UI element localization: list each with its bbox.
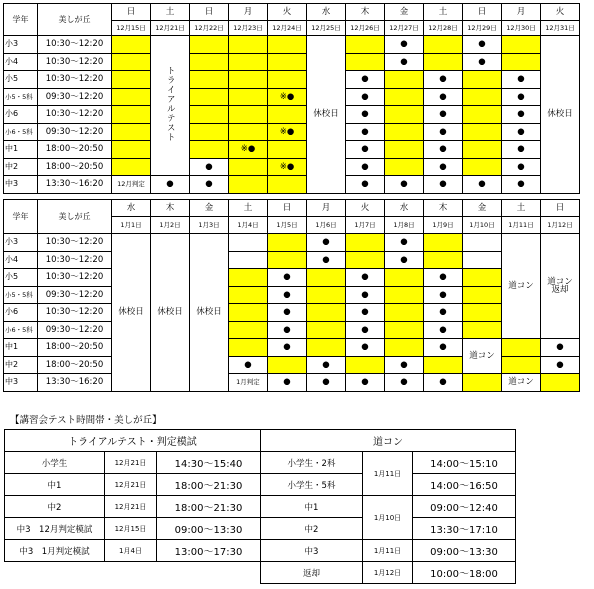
class-dot: ● — [502, 141, 541, 159]
class-day-cell — [190, 106, 229, 124]
dokon-cell: 道コン — [463, 339, 502, 374]
test-date: 1月12日 — [363, 562, 413, 584]
test-mark: ※● — [268, 88, 307, 106]
grade-label: 小5 — [4, 71, 38, 89]
class-dot: ● — [307, 374, 346, 392]
class-dot: ● — [463, 53, 502, 71]
weekday-header: 日 — [112, 4, 151, 21]
grade-label: 小6 — [4, 106, 38, 124]
test-date: 12月21日 — [105, 452, 157, 474]
date-header: 1月3日 — [190, 217, 229, 234]
test-time: 09:00～13:30 — [157, 518, 261, 540]
class-day-cell — [112, 88, 151, 106]
class-day-cell — [229, 123, 268, 141]
grade-label: 中2 — [4, 356, 38, 374]
grade-label: 中3 — [4, 374, 38, 392]
december-schedule-table — [3, 3, 580, 194]
class-dot: ● — [346, 374, 385, 392]
class-dot: ● — [424, 88, 463, 106]
class-day-cell — [112, 141, 151, 159]
date-header: 12月31日 — [541, 21, 580, 36]
test-date: 1月11日 — [363, 452, 413, 496]
class-day-cell — [385, 88, 424, 106]
class-day-cell — [112, 53, 151, 71]
trial-test-label: トライアルテスト — [165, 66, 176, 143]
holiday-cell: 休校日 — [112, 234, 151, 392]
weekday-header: 木 — [346, 4, 385, 21]
class-day-cell — [463, 106, 502, 124]
class-day-cell — [307, 321, 346, 339]
weekday-header: 金 — [463, 200, 502, 217]
test-mark: ※● — [268, 158, 307, 176]
grade-label: 中2 — [4, 158, 38, 176]
class-dot: ● — [346, 141, 385, 159]
class-dot: ● — [463, 36, 502, 54]
class-dot: ● — [346, 123, 385, 141]
class-dot: ● — [268, 374, 307, 392]
weekday-header: 日 — [541, 200, 580, 217]
class-day-cell — [229, 286, 268, 304]
class-day-cell — [268, 176, 307, 194]
hantei-test-cell: 1月判定 — [229, 374, 268, 392]
date-header: 1月11日 — [502, 217, 541, 234]
test-row-label: 小学生・2科 — [261, 452, 363, 474]
date-header: 1月10日 — [463, 217, 502, 234]
class-day-cell — [463, 321, 502, 339]
test-row-label: 中3 12月判定模試 — [5, 518, 105, 540]
test-time: 18:00～21:30 — [157, 474, 261, 496]
weekday-header: 金 — [385, 4, 424, 21]
class-day-cell — [385, 339, 424, 357]
time-slot: 09:30～12:20 — [38, 321, 112, 339]
class-dot: ● — [346, 158, 385, 176]
class-dot: ● — [346, 269, 385, 287]
dokon-return-cell — [541, 234, 580, 339]
grade-label: 小3 — [4, 234, 38, 252]
class-dot: ● — [502, 176, 541, 194]
empty-cell — [463, 234, 502, 252]
class-day-cell — [346, 356, 385, 374]
class-day-cell — [424, 356, 463, 374]
class-day-cell — [502, 339, 541, 357]
weekday-header: 土 — [424, 4, 463, 21]
time-slot: 13:30～16:20 — [38, 374, 112, 392]
class-dot: ● — [541, 356, 580, 374]
class-dot: ● — [385, 53, 424, 71]
weekday-header: 木 — [151, 200, 190, 217]
class-day-cell — [385, 304, 424, 322]
weekday-header: 火 — [541, 4, 580, 21]
class-day-cell — [268, 141, 307, 159]
class-day-cell — [346, 251, 385, 269]
test-date: 12月21日 — [105, 496, 157, 518]
test-time: 14:30～15:40 — [157, 452, 261, 474]
time-slot: 10:30～12:20 — [38, 304, 112, 322]
empty-cell — [229, 251, 268, 269]
test-date: 12月15日 — [105, 518, 157, 540]
weekday-header: 土 — [502, 200, 541, 217]
weekday-header: 火 — [268, 4, 307, 21]
test-row-label: 小学生 — [5, 452, 105, 474]
class-day-cell — [307, 339, 346, 357]
grade-header: 学年 — [4, 4, 38, 36]
weekday-header: 月 — [229, 4, 268, 21]
class-dot: ● — [424, 304, 463, 322]
holiday-cell: 休校日 — [190, 234, 229, 392]
class-dot: ● — [463, 176, 502, 194]
class-day-cell — [307, 286, 346, 304]
class-dot: ● — [385, 356, 424, 374]
date-header: 1月7日 — [346, 217, 385, 234]
date-header: 12月26日 — [346, 21, 385, 36]
test-time: 10:00～18:00 — [413, 562, 516, 584]
grade-label: 小3 — [4, 36, 38, 54]
date-header: 1月9日 — [424, 217, 463, 234]
class-dot: ● — [502, 158, 541, 176]
weekday-header: 水 — [112, 200, 151, 217]
weekday-header: 土 — [151, 4, 190, 21]
grade-header: 学年 — [4, 200, 38, 234]
holiday-cell: 休校日 — [307, 36, 346, 194]
class-dot: ● — [346, 106, 385, 124]
date-header: 12月15日 — [112, 21, 151, 36]
class-dot: ● — [346, 176, 385, 194]
date-header: 12月25日 — [307, 21, 346, 36]
grade-label: 中1 — [4, 141, 38, 159]
class-dot: ● — [424, 106, 463, 124]
test-row-label: 中1 — [5, 474, 105, 496]
weekday-header: 火 — [346, 200, 385, 217]
date-header: 12月21日 — [151, 21, 190, 36]
class-day-cell — [268, 106, 307, 124]
grade-label: 小5・5科 — [4, 286, 38, 304]
date-header: 12月29日 — [463, 21, 502, 36]
grade-label: 中3 — [4, 176, 38, 194]
test-mark: ※● — [229, 141, 268, 159]
test-time: 09:00～12:40 — [413, 496, 516, 518]
class-dot: ● — [502, 88, 541, 106]
class-day-cell — [190, 141, 229, 159]
date-header: 1月5日 — [268, 217, 307, 234]
date-header: 1月4日 — [229, 217, 268, 234]
weekday-header: 日 — [190, 4, 229, 21]
class-day-cell — [268, 251, 307, 269]
class-day-cell — [190, 71, 229, 89]
time-slot: 18:00～20:50 — [38, 356, 112, 374]
class-dot: ● — [541, 339, 580, 357]
class-dot: ● — [268, 269, 307, 287]
grade-label: 小5・5科 — [4, 88, 38, 106]
test-date: 1月11日 — [363, 540, 413, 562]
weekday-header: 土 — [229, 200, 268, 217]
class-day-cell — [229, 304, 268, 322]
class-day-cell — [385, 106, 424, 124]
class-day-cell — [463, 286, 502, 304]
class-dot: ● — [502, 123, 541, 141]
class-dot: ● — [424, 339, 463, 357]
dokon-cell: 道コン — [502, 234, 541, 339]
weekday-header: 金 — [190, 200, 229, 217]
class-day-cell — [424, 36, 463, 54]
time-slot: 09:30～12:20 — [38, 88, 112, 106]
class-dot: ● — [346, 286, 385, 304]
class-day-cell — [190, 53, 229, 71]
class-day-cell — [424, 251, 463, 269]
class-dot: ● — [307, 251, 346, 269]
class-dot: ● — [346, 321, 385, 339]
school-header: 美しが丘 — [38, 200, 112, 234]
date-header: 12月24日 — [268, 21, 307, 36]
dokon-header: 道コン — [261, 430, 516, 452]
empty-cell — [229, 234, 268, 252]
dokon-return-label: 返却 — [551, 285, 569, 295]
date-header: 12月30日 — [502, 21, 541, 36]
class-dot: ● — [268, 339, 307, 357]
class-day-cell — [229, 176, 268, 194]
class-day-cell — [112, 36, 151, 54]
class-dot: ● — [424, 71, 463, 89]
class-day-cell — [112, 106, 151, 124]
test-date: 12月21日 — [105, 474, 157, 496]
class-dot: ● — [229, 356, 268, 374]
test-row-label: 中3 1月判定模試 — [5, 540, 105, 562]
test-row-label: 中2 — [261, 518, 363, 540]
class-day-cell — [190, 88, 229, 106]
weekday-header: 水 — [385, 200, 424, 217]
class-day-cell — [346, 234, 385, 252]
date-header: 12月23日 — [229, 21, 268, 36]
holiday-cell: 休校日 — [151, 234, 190, 392]
time-slot: 18:00～20:50 — [38, 141, 112, 159]
class-day-cell — [541, 374, 580, 392]
holiday-cell: 休校日 — [541, 36, 580, 194]
time-slot: 10:30～12:20 — [38, 36, 112, 54]
time-slot: 09:30～12:20 — [38, 286, 112, 304]
class-day-cell — [502, 53, 541, 71]
class-day-cell — [112, 71, 151, 89]
trial-test-header: トライアルテスト・判定模試 — [5, 430, 261, 452]
class-day-cell — [112, 158, 151, 176]
class-day-cell — [268, 36, 307, 54]
test-time: 13:30～17:10 — [413, 518, 516, 540]
class-dot: ● — [346, 339, 385, 357]
class-day-cell — [190, 123, 229, 141]
class-day-cell — [385, 269, 424, 287]
class-dot: ● — [424, 141, 463, 159]
class-day-cell — [229, 71, 268, 89]
class-dot: ● — [346, 71, 385, 89]
class-dot: ● — [307, 234, 346, 252]
empty-area — [5, 562, 261, 584]
class-dot: ● — [190, 176, 229, 194]
class-day-cell — [229, 36, 268, 54]
date-header: 12月22日 — [190, 21, 229, 36]
weekday-header: 木 — [424, 200, 463, 217]
test-row-label: 中3 — [261, 540, 363, 562]
class-dot: ● — [346, 304, 385, 322]
class-day-cell — [385, 286, 424, 304]
class-day-cell — [385, 321, 424, 339]
test-time: 09:00～13:30 — [413, 540, 516, 562]
date-header: 1月1日 — [112, 217, 151, 234]
class-day-cell — [190, 36, 229, 54]
test-time: 14:00～16:50 — [413, 474, 516, 496]
class-dot: ● — [268, 286, 307, 304]
class-dot: ● — [502, 71, 541, 89]
class-dot: ● — [424, 374, 463, 392]
date-header: 1月12日 — [541, 217, 580, 234]
test-time: 13:00～17:30 — [157, 540, 261, 562]
test-row-label: 小学生・5科 — [261, 474, 363, 496]
class-dot: ● — [385, 234, 424, 252]
class-dot: ● — [151, 176, 190, 194]
trial-test-cell — [151, 36, 190, 176]
class-day-cell — [229, 269, 268, 287]
class-day-cell — [463, 88, 502, 106]
weekday-header: 日 — [268, 200, 307, 217]
class-day-cell — [229, 339, 268, 357]
class-day-cell — [268, 356, 307, 374]
test-row-label: 中2 — [5, 496, 105, 518]
time-slot: 10:30～12:20 — [38, 269, 112, 287]
weekday-header: 日 — [463, 4, 502, 21]
class-dot: ● — [424, 321, 463, 339]
class-day-cell — [307, 304, 346, 322]
date-header: 12月27日 — [385, 21, 424, 36]
class-dot: ● — [385, 36, 424, 54]
test-row-label: 返却 — [261, 562, 363, 584]
class-dot: ● — [424, 123, 463, 141]
class-dot: ● — [424, 286, 463, 304]
grade-label: 小6 — [4, 304, 38, 322]
class-day-cell — [424, 234, 463, 252]
class-dot: ● — [307, 356, 346, 374]
test-times-table — [4, 429, 516, 584]
class-day-cell — [268, 53, 307, 71]
time-slot: 10:30～12:20 — [38, 234, 112, 252]
class-day-cell — [346, 36, 385, 54]
grade-label: 小6・5科 — [4, 123, 38, 141]
test-times-caption: 【講習会テスト時間帯・美しが丘】 — [10, 415, 162, 426]
class-dot: ● — [424, 269, 463, 287]
class-day-cell — [385, 123, 424, 141]
school-header: 美しが丘 — [38, 4, 112, 36]
class-day-cell — [229, 53, 268, 71]
class-day-cell — [307, 269, 346, 287]
class-day-cell — [463, 304, 502, 322]
time-slot: 13:30～16:20 — [38, 176, 112, 194]
time-slot: 09:30～12:20 — [38, 123, 112, 141]
grade-label: 小6・5科 — [4, 321, 38, 339]
dokon-return-label: 道コン — [547, 276, 573, 287]
time-slot: 10:30～12:20 — [38, 53, 112, 71]
test-date: 1月10日 — [363, 496, 413, 540]
date-header: 1月8日 — [385, 217, 424, 234]
class-dot: ● — [502, 106, 541, 124]
class-day-cell — [229, 88, 268, 106]
grade-label: 小4 — [4, 53, 38, 71]
time-slot: 10:30～12:20 — [38, 251, 112, 269]
time-slot: 18:00～20:50 — [38, 339, 112, 357]
empty-cell — [463, 251, 502, 269]
class-day-cell — [463, 158, 502, 176]
class-day-cell — [229, 321, 268, 339]
class-day-cell — [385, 141, 424, 159]
date-header: 1月6日 — [307, 217, 346, 234]
grade-label: 小5 — [4, 269, 38, 287]
time-slot: 10:30～12:20 — [38, 106, 112, 124]
class-day-cell — [463, 123, 502, 141]
class-dot: ● — [346, 88, 385, 106]
grade-label: 小4 — [4, 251, 38, 269]
class-day-cell — [463, 71, 502, 89]
class-day-cell — [463, 269, 502, 287]
january-schedule-table — [3, 199, 580, 392]
time-slot: 10:30～12:20 — [38, 71, 112, 89]
grade-label: 中1 — [4, 339, 38, 357]
class-day-cell — [463, 374, 502, 392]
test-time: 18:00～21:30 — [157, 496, 261, 518]
class-dot: ● — [268, 304, 307, 322]
class-day-cell — [229, 106, 268, 124]
dokon-cell: 道コン — [502, 374, 541, 392]
class-day-cell — [346, 53, 385, 71]
class-day-cell — [268, 234, 307, 252]
class-day-cell — [385, 71, 424, 89]
class-dot: ● — [424, 158, 463, 176]
class-day-cell — [229, 158, 268, 176]
time-slot: 18:00～20:50 — [38, 158, 112, 176]
class-day-cell — [112, 123, 151, 141]
class-dot: ● — [385, 374, 424, 392]
hantei-test-cell: 12月判定 — [112, 176, 151, 194]
class-day-cell — [502, 36, 541, 54]
class-dot: ● — [424, 176, 463, 194]
date-header: 1月2日 — [151, 217, 190, 234]
weekday-header: 月 — [502, 4, 541, 21]
class-day-cell — [502, 356, 541, 374]
weekday-header: 水 — [307, 4, 346, 21]
class-day-cell — [268, 71, 307, 89]
class-day-cell — [385, 158, 424, 176]
test-date: 1月4日 — [105, 540, 157, 562]
test-row-label: 中1 — [261, 496, 363, 518]
class-dot: ● — [268, 321, 307, 339]
class-day-cell — [463, 141, 502, 159]
class-dot: ● — [385, 176, 424, 194]
weekday-header: 月 — [307, 200, 346, 217]
class-day-cell — [424, 53, 463, 71]
test-mark: ※● — [268, 123, 307, 141]
test-time: 14:00～15:10 — [413, 452, 516, 474]
date-header: 12月28日 — [424, 21, 463, 36]
class-dot: ● — [385, 251, 424, 269]
class-dot: ● — [190, 158, 229, 176]
